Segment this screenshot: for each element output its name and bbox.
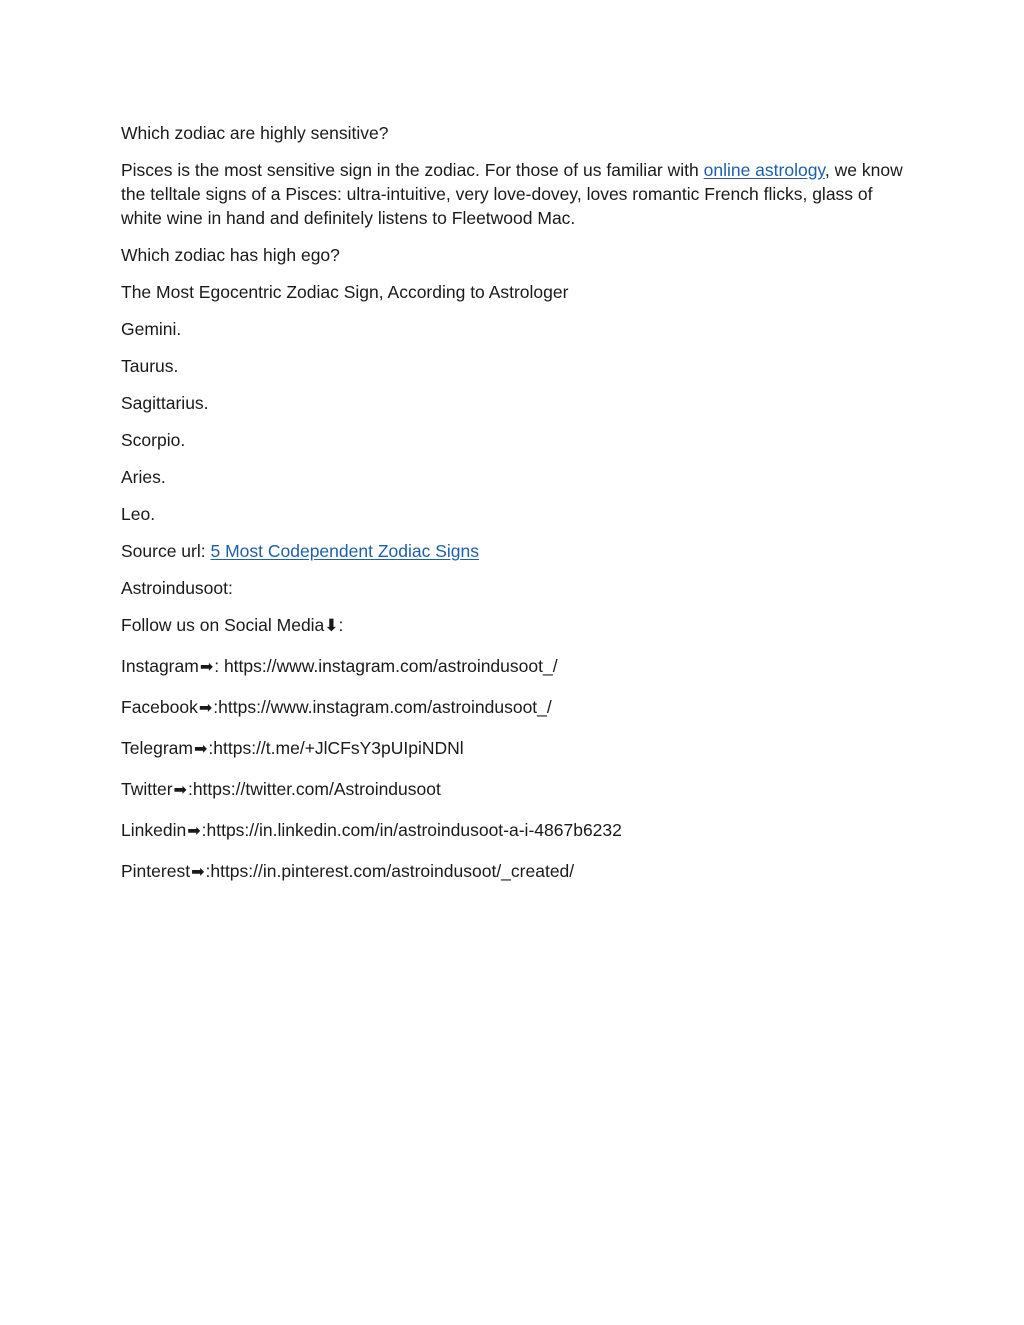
social-linkedin [121, 818, 911, 843]
source-link[interactable]: 5 Most Codependent Zodiac Signs [210, 541, 479, 561]
social-sep: : [205, 861, 211, 881]
online-astrology-link[interactable]: online astrology [703, 160, 825, 180]
source-line [121, 539, 911, 563]
answer-text-after: , we know the telltale signs of a Pisces: ultra-intuitive, very love-dovey, loves romantic French flicks, glass of white wine in hand and definitely listens to Fleetwood Mac. [121, 160, 903, 228]
right-arrow-icon: ➡ [199, 657, 214, 676]
question-ego: Which zodiac has high ego? [121, 245, 340, 265]
social-pinterest [121, 859, 911, 884]
social-url: https://in.linkedin.com/in/astroindusoot-a-i-4867b6232 [206, 820, 622, 840]
list-item: Aries. [121, 467, 166, 487]
answer-sensitive [121, 158, 911, 230]
document-page [121, 121, 911, 900]
down-arrow-icon: ⬇ [324, 616, 339, 636]
social-url: https://in.pinterest.com/astroindusoot/_created/ [210, 861, 575, 881]
social-name: Telegram [121, 738, 193, 758]
right-arrow-icon: ➡ [187, 821, 201, 840]
social-name: Twitter [121, 779, 173, 799]
social-name: Instagram [121, 656, 199, 676]
source-label: Source url: [121, 541, 211, 561]
question-sensitive: Which zodiac are highly sensitive? [121, 123, 389, 143]
list-item: Sagittarius. [121, 393, 209, 413]
social-url: https://twitter.com/Astroindusoot [192, 779, 441, 799]
list-heading: The Most Egocentric Zodiac Sign, According to Astrologer [121, 282, 569, 302]
list-item: Leo. [121, 504, 156, 524]
right-arrow-icon: ➡ [198, 698, 213, 717]
social-sep: : [214, 656, 224, 676]
list-item: Taurus. [121, 356, 179, 376]
answer-text-before: Pisces is the most sensitive sign in the zodiac. For those of us familiar with [121, 160, 704, 180]
right-arrow-icon: ➡ [173, 780, 187, 799]
follow-text: Follow us on Social Media [121, 615, 325, 635]
follow-line [121, 613, 911, 638]
social-url: https://t.me/+JlCFsY3pUIpiNDNl [213, 738, 464, 758]
social-name: Pinterest [121, 861, 191, 881]
social-telegram [121, 736, 911, 761]
right-arrow-icon: ➡ [193, 739, 208, 758]
brand-name: Astroindusoot: [121, 578, 233, 598]
social-url: https://www.instagram.com/astroindusoot_/ [218, 697, 552, 717]
social-sep: : [208, 738, 214, 758]
follow-suffix: : [338, 615, 344, 635]
social-twitter [121, 777, 911, 802]
social-sep: : [187, 779, 193, 799]
list-item: Gemini. [121, 319, 182, 339]
list-item: Scorpio. [121, 430, 186, 450]
social-sep: : [201, 820, 207, 840]
social-sep: : [213, 697, 219, 717]
social-instagram [121, 654, 911, 679]
social-name: Facebook [121, 697, 198, 717]
social-name: Linkedin [121, 820, 187, 840]
social-facebook [121, 695, 911, 720]
right-arrow-icon: ➡ [191, 862, 205, 881]
social-url: https://www.instagram.com/astroindusoot_/ [223, 656, 558, 676]
